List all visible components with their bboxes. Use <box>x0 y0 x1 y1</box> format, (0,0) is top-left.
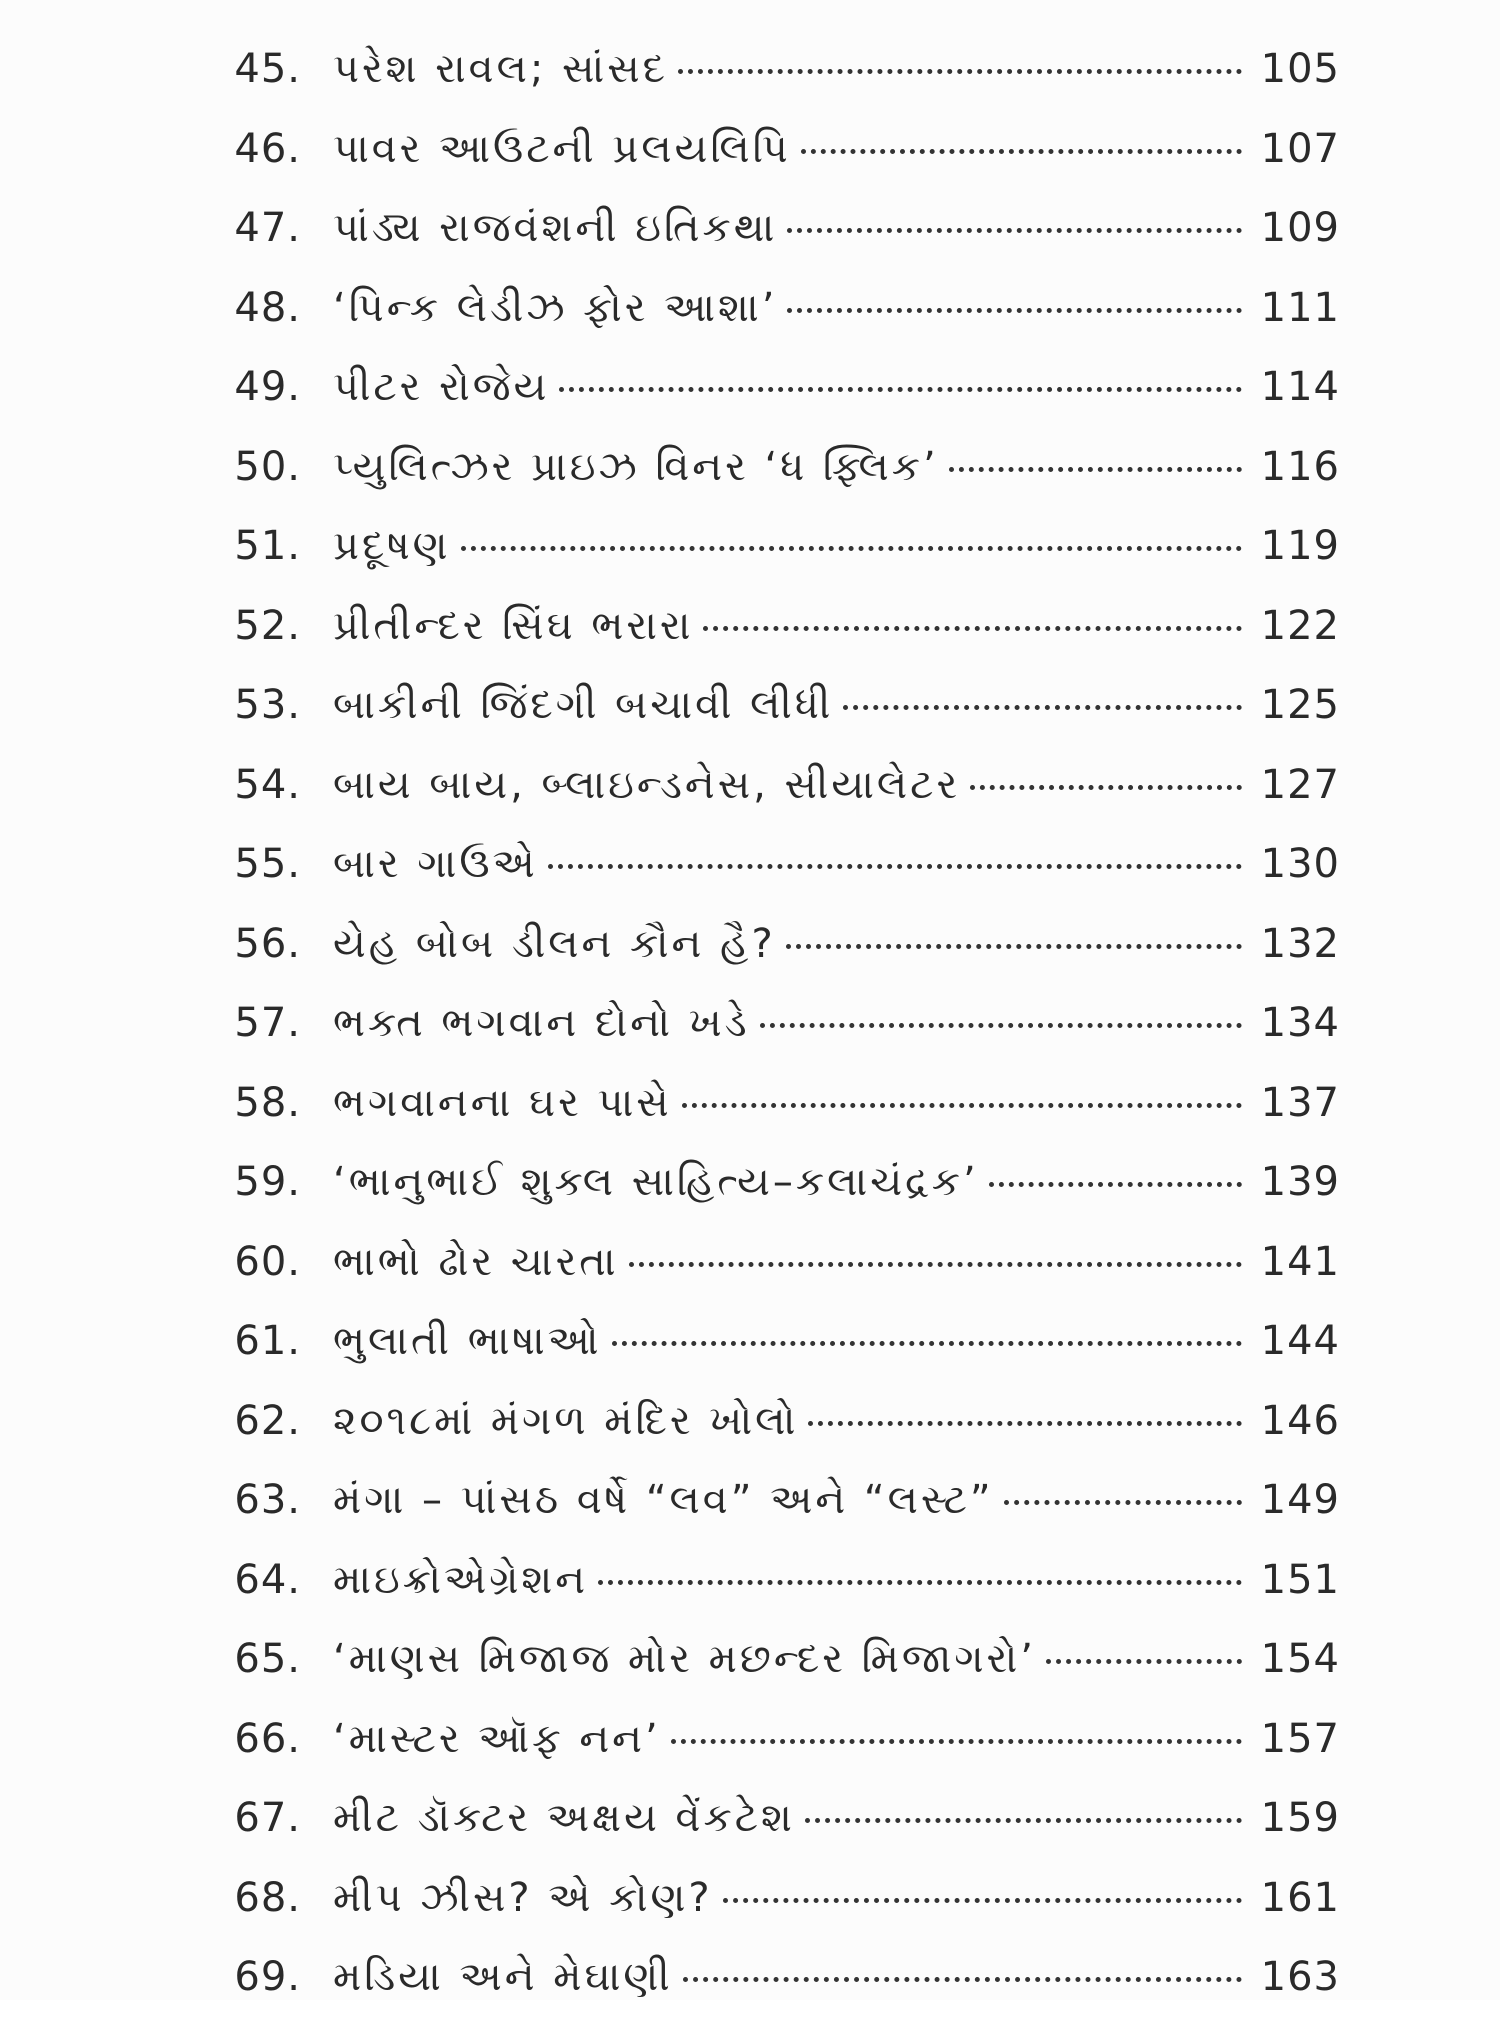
entry-number: 51. <box>234 523 301 569</box>
dot-leader <box>805 1818 1242 1823</box>
toc-entry <box>205 1700 1340 1780</box>
dot-leader <box>703 626 1242 631</box>
entry-title: પ્યુલિત્ઝર પ્રાઇઝ વિનર ‘ધ ફ્લિક’ <box>333 443 939 490</box>
entry-number: 57. <box>234 1000 301 1046</box>
entry-title: મંગા – પાંસઠ વર્ષે “લવ” અને “લસ્ટ” <box>333 1477 994 1523</box>
entry-page-number: 144 <box>1260 1318 1340 1364</box>
entry-number: 66. <box>234 1715 301 1762</box>
entry-number: 52. <box>234 602 301 649</box>
entry-page-number: 122 <box>1260 602 1340 649</box>
entry-number: 47. <box>234 205 301 251</box>
toc-entry <box>205 1461 1340 1541</box>
dot-leader <box>1046 1659 1242 1664</box>
toc-entry <box>205 189 1340 269</box>
entry-page-number: 107 <box>1260 125 1340 172</box>
entry-title: ૨૦૧૮માં મંગળ મંદિર ખોલો <box>333 1397 799 1444</box>
dot-leader <box>786 944 1242 949</box>
entry-title: ભાભો ઢોર ચારતા <box>333 1238 619 1285</box>
entry-number: 45. <box>234 46 301 92</box>
entry-page-number: 132 <box>1260 920 1340 967</box>
dot-leader <box>671 1739 1242 1744</box>
entry-title: ‘માણસ મિજાજ મોર મછન્દર મિજાગરો’ <box>333 1636 1036 1682</box>
dot-leader <box>949 467 1242 472</box>
entry-title: યેહ બોબ ડીલન કૌન હૈ? <box>333 920 776 967</box>
entry-number: 67. <box>234 1795 301 1841</box>
entry-number: 60. <box>234 1238 301 1285</box>
entry-number: 58. <box>234 1079 301 1126</box>
toc-entry <box>205 1064 1340 1144</box>
entry-number: 53. <box>234 682 301 728</box>
toc-entry <box>205 1302 1340 1382</box>
dot-leader <box>678 69 1242 74</box>
toc-entry <box>205 1859 1340 1939</box>
dot-leader <box>612 1341 1242 1346</box>
entry-number: 61. <box>234 1318 301 1364</box>
entry-page-number: 154 <box>1260 1636 1340 1682</box>
entry-number: 69. <box>234 1954 301 2000</box>
table-of-contents <box>205 30 1340 2018</box>
entry-page-number: 146 <box>1260 1397 1340 1444</box>
entry-number: 62. <box>234 1397 301 1444</box>
entry-page-number: 119 <box>1260 523 1340 569</box>
toc-entry <box>205 587 1340 667</box>
entry-page-number: 163 <box>1260 1954 1340 2000</box>
entry-title: પ્રીતીન્દર સિંઘ ભરારા <box>333 602 694 649</box>
toc-entry <box>205 507 1340 587</box>
toc-entry <box>205 825 1340 905</box>
dot-leader <box>598 1580 1242 1585</box>
dot-leader <box>787 228 1242 233</box>
toc-entry <box>205 746 1340 826</box>
entry-title: બાર ગાઉએ <box>333 841 538 887</box>
toc-entry <box>205 1382 1340 1462</box>
toc-entry <box>205 30 1340 110</box>
entry-number: 54. <box>234 761 301 808</box>
entry-title: પરેશ રાવલ; સાંસદ <box>333 46 668 92</box>
dot-leader <box>760 1023 1242 1028</box>
dot-leader <box>548 864 1242 869</box>
entry-title: મીટ ડૉક્ટર અક્ષય વેંકટેશ <box>333 1795 795 1841</box>
toc-entry <box>205 1620 1340 1700</box>
dot-leader <box>1004 1500 1242 1505</box>
entry-page-number: 134 <box>1260 1000 1340 1046</box>
dot-leader <box>682 1103 1242 1108</box>
dot-leader <box>723 1898 1242 1903</box>
entry-number: 64. <box>234 1556 301 1603</box>
toc-entry <box>205 1938 1340 2018</box>
entry-page-number: 109 <box>1260 205 1340 251</box>
toc-entry <box>205 984 1340 1064</box>
entry-title: પ્રદૂષણ <box>333 523 451 569</box>
entry-number: 55. <box>234 841 301 887</box>
entry-page-number: 137 <box>1260 1079 1340 1126</box>
entry-page-number: 116 <box>1260 443 1340 490</box>
dot-leader <box>843 705 1242 710</box>
entry-page-number: 105 <box>1260 46 1340 92</box>
entry-title: પાવર આઉટની પ્રલયલિપિ <box>333 125 791 172</box>
entry-title: માઇક્રોએગ્રેશન <box>333 1556 589 1603</box>
toc-entry <box>205 428 1340 508</box>
entry-page-number: 139 <box>1260 1159 1340 1205</box>
toc-entry <box>205 1143 1340 1223</box>
entry-number: 63. <box>234 1477 301 1523</box>
entry-title: ભક્ત ભગવાન દોનો ખડે <box>333 1000 750 1046</box>
entry-number: 68. <box>234 1874 301 1921</box>
entry-number: 65. <box>234 1636 301 1682</box>
entry-number: 46. <box>234 125 301 172</box>
dot-leader <box>970 785 1242 790</box>
entry-title: ‘ભાનુભાઈ શુક્લ સાહિત્ય–કલાચંદ્રક’ <box>333 1159 979 1205</box>
entry-page-number: 151 <box>1260 1556 1340 1603</box>
entry-page-number: 111 <box>1260 284 1340 331</box>
entry-title: મીપ ઝીસ? એ કોણ? <box>333 1874 713 1921</box>
entry-page-number: 149 <box>1260 1477 1340 1523</box>
entry-page-number: 125 <box>1260 682 1340 728</box>
entry-title: ભુલાતી ભાષાઓ <box>333 1318 602 1364</box>
entry-title: પીટર રોજેય <box>333 364 550 410</box>
dot-leader <box>559 387 1242 392</box>
dot-leader <box>461 546 1242 551</box>
toc-entry <box>205 348 1340 428</box>
entry-page-number: 114 <box>1260 364 1340 410</box>
entry-title: ભગવાનના ઘર પાસે <box>333 1079 672 1126</box>
entry-title: મડિયા અને મેઘાણી <box>333 1954 673 2000</box>
entry-number: 49. <box>234 364 301 410</box>
entry-title: બાકીની જિંદગી બચાવી લીધી <box>333 682 834 728</box>
dot-leader <box>808 1421 1242 1426</box>
entry-page-number: 130 <box>1260 841 1340 887</box>
entry-page-number: 157 <box>1260 1715 1340 1762</box>
entry-page-number: 141 <box>1260 1238 1340 1285</box>
dot-leader <box>629 1262 1242 1267</box>
entry-title: ‘માસ્ટર ઑફ નન’ <box>333 1715 661 1762</box>
toc-entry <box>205 905 1340 985</box>
entry-title: બાય બાય, બ્લાઇન્ડનેસ, સીયાલેટર <box>333 761 961 808</box>
entry-number: 50. <box>234 443 301 490</box>
dot-leader <box>801 149 1242 154</box>
toc-entry <box>205 1541 1340 1621</box>
dot-leader <box>787 308 1242 313</box>
entry-number: 59. <box>234 1159 301 1205</box>
entry-page-number: 127 <box>1260 761 1340 808</box>
entry-title: ‘પિન્ક લેડીઝ ફોર આશા’ <box>333 284 778 331</box>
dot-leader <box>683 1977 1242 1982</box>
entry-number: 56. <box>234 920 301 967</box>
toc-entry <box>205 269 1340 349</box>
entry-number: 48. <box>234 284 301 331</box>
entry-page-number: 161 <box>1260 1874 1340 1921</box>
dot-leader <box>989 1182 1242 1187</box>
entry-page-number: 159 <box>1260 1795 1340 1841</box>
entry-title: પાંડ્ય રાજવંશની ઇતિકથા <box>333 205 778 251</box>
toc-entry <box>205 1223 1340 1303</box>
toc-entry <box>205 1779 1340 1859</box>
toc-entry <box>205 666 1340 746</box>
toc-entry <box>205 110 1340 190</box>
